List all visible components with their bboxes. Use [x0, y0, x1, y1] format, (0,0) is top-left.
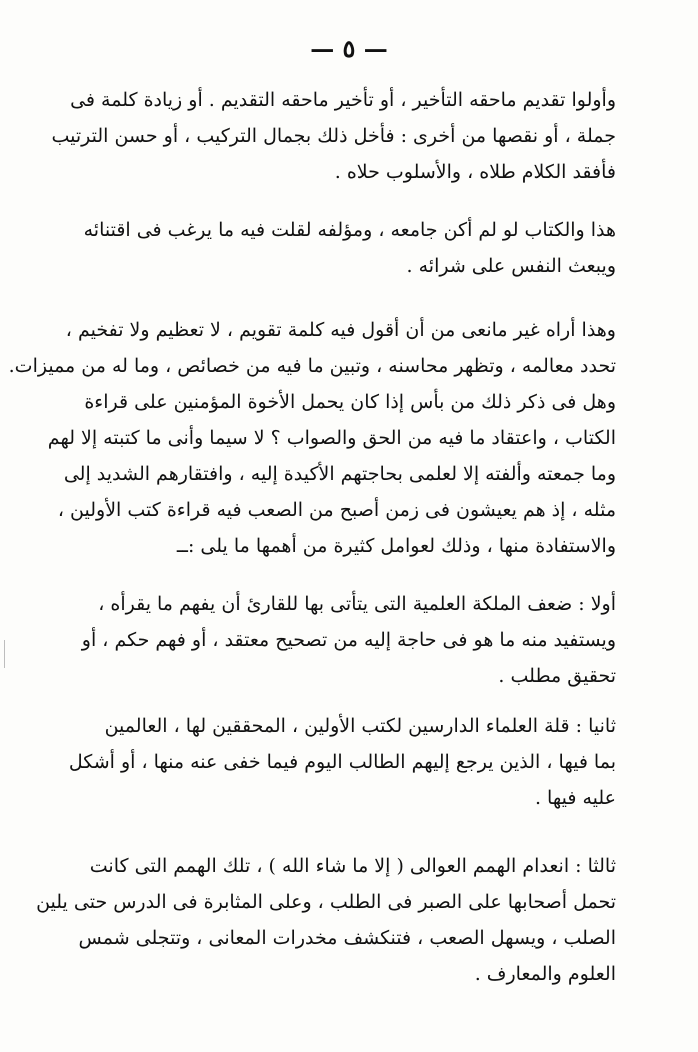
paragraph-6: [36, 848, 616, 992]
paragraph-line: مثله ، إذ هم يعيشون فى زمن أصبح من الصعب فيه قراءة كتب الأولين ،: [57, 499, 616, 521]
paragraph-line: الكتاب ، واعتقاد ما فيه من الحق والصواب ؟ لا سيما وأنى ما كتبته إلا لهم: [47, 427, 616, 449]
paragraph-line: ويستفيد منه ما هو فى حاجة إليه من تصحيح معتقد ، أو فهم حكم ، أو: [81, 629, 616, 651]
paragraph-line: والاستفادة منها ، وذلك لعوامل كثيرة من أهمها ما يلى :ــ: [176, 535, 616, 557]
paragraph-line: وما جمعته وألفته إلا لعلمى بحاجتهم الأكيدة إليه ، وافتقارهم الشديد إلى: [63, 463, 616, 485]
paragraph-line: أولا : ضعف الملكة العلمية التى يتأتى بها للقارئ أن يفهم ما يقرأه ،: [98, 593, 616, 615]
paragraph-line: ويبعث النفس على شرائه .: [406, 255, 616, 277]
paragraph-line: تحمل أصحابها على الصبر فى الطلب ، وعلى المثابرة فى الدرس حتى يلين: [36, 891, 616, 913]
paragraph-line: ثالثا : انعدام الهمم العوالى ( إلا ما شاء الله ) ، تلك الهمم التى كانت: [89, 855, 616, 877]
paragraph-line: فأفقد الكلام طلاه ، والأسلوب حلاه .: [334, 161, 616, 183]
paragraph-line: تحدد معالمه ، وتظهر محاسنه ، وتبين ما فيه من خصائص ، وما له من مميزات.: [8, 355, 616, 377]
paragraph-3: [8, 312, 616, 564]
paragraph-2: [83, 212, 616, 284]
paragraph-line: عليه فيها .: [534, 787, 616, 809]
paragraph-1: [51, 82, 616, 190]
paragraph-line: ثانيا : قلة العلماء الدارسين لكتب الأولين ، المحققين لها ، العالمين: [104, 715, 616, 737]
page-number: — ٥ —: [310, 34, 388, 63]
paragraph-line: هذا والكتاب لو لم أكن جامعه ، ومؤلفه لقلت فيه ما يرغب فى اقتنائه: [83, 219, 616, 241]
paragraph-line: العلوم والمعارف .: [474, 963, 616, 985]
paragraph-line: وهذا أراه غير مانعى من أن أقول فيه كلمة تقويم ، لا تعظيم ولا تفخيم ،: [65, 319, 616, 341]
paragraph-line: الصلب ، ويسهل الصعب ، فتنكشف مخدرات المعانى ، وتتجلى شمس: [78, 927, 616, 949]
paragraph-line: وأولوا تقديم ماحقه التأخير ، أو تأخير ماحقه التقديم . أو زيادة كلمة فى: [70, 89, 616, 111]
margin-mark: [4, 640, 5, 668]
paragraph-4: [81, 586, 616, 694]
paragraph-line: وهل فى ذكر ذلك من بأس إذا كان يحمل الأخوة المؤمنين على قراءة: [84, 391, 616, 413]
paragraph-5: [68, 708, 616, 816]
paragraph-line: جملة ، أو نقصها من أخرى : فأخل ذلك بجمال التركيب ، أو حسن الترتيب: [51, 125, 616, 147]
paragraph-line: تحقيق مطلب .: [498, 665, 616, 687]
paragraph-line: بما فيها ، الذين يرجع إليهم الطالب اليوم فيما خفى عنه منها ، أو أشكل: [68, 751, 616, 773]
